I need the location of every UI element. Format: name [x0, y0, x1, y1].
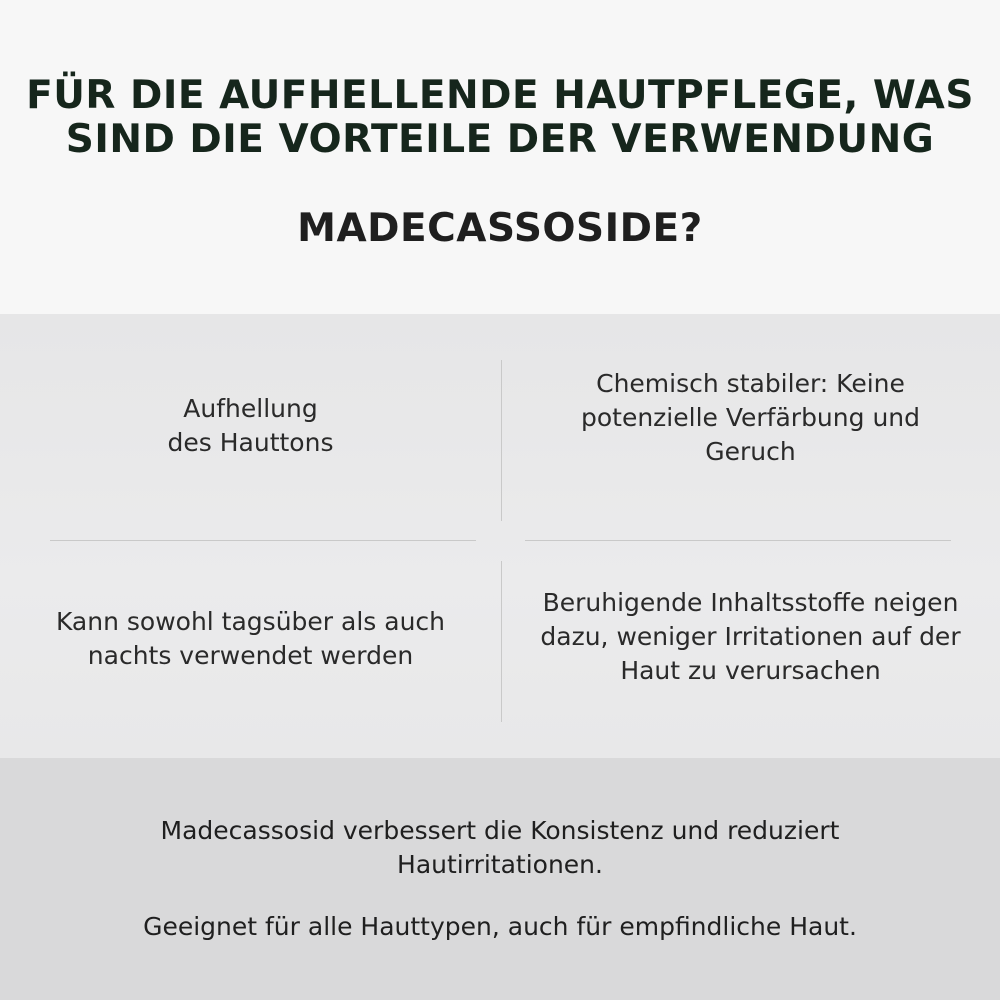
- page-subtitle: MADECASSOSIDE?: [297, 206, 703, 251]
- benefit-brightening: [0, 392, 501, 460]
- benefits-grid: [0, 314, 1000, 758]
- footer-statement: [0, 814, 1000, 882]
- footer-section: [0, 758, 1000, 1000]
- title-line: SIND DIE VORTEILE DER VERWENDUNG: [65, 117, 935, 162]
- footer-statement-line: Madecassosid verbessert die Konsistenz und reduziert: [160, 816, 840, 845]
- horizontal-divider-right: [525, 540, 951, 541]
- page-title: [0, 74, 1000, 162]
- benefit-line: potenzielle Verfärbung und: [580, 403, 920, 432]
- benefit-line: Beruhigende Inhaltsstoffe neigen: [542, 588, 959, 617]
- benefit-line: nachts verwendet werden: [87, 641, 414, 670]
- benefit-line: Kann sowohl tagsüber als auch: [55, 607, 446, 636]
- benefit-stability: [501, 367, 1000, 469]
- benefit-soothing: [501, 586, 1000, 688]
- header-section: [0, 0, 1000, 314]
- footer-suitability: Geeignet für alle Hauttypen, auch für empfindliche Haut.: [143, 912, 857, 941]
- benefit-line: Chemisch stabiler: Keine: [596, 369, 905, 398]
- title-line: FÜR DIE AUFHELLENDE HAUTPFLEGE, WAS: [26, 73, 974, 118]
- vertical-divider: [501, 360, 502, 521]
- benefit-line: dazu, weniger Irritationen auf der: [540, 622, 961, 651]
- footer-statement-line: Hautirritationen.: [397, 850, 603, 879]
- benefit-line: des Hauttons: [167, 428, 334, 457]
- horizontal-divider-left: [50, 540, 476, 541]
- benefit-line: Geruch: [705, 437, 796, 466]
- benefit-day-night: [0, 605, 501, 673]
- benefit-line: Aufhellung: [183, 394, 318, 423]
- benefit-line: Haut zu verursachen: [620, 656, 881, 685]
